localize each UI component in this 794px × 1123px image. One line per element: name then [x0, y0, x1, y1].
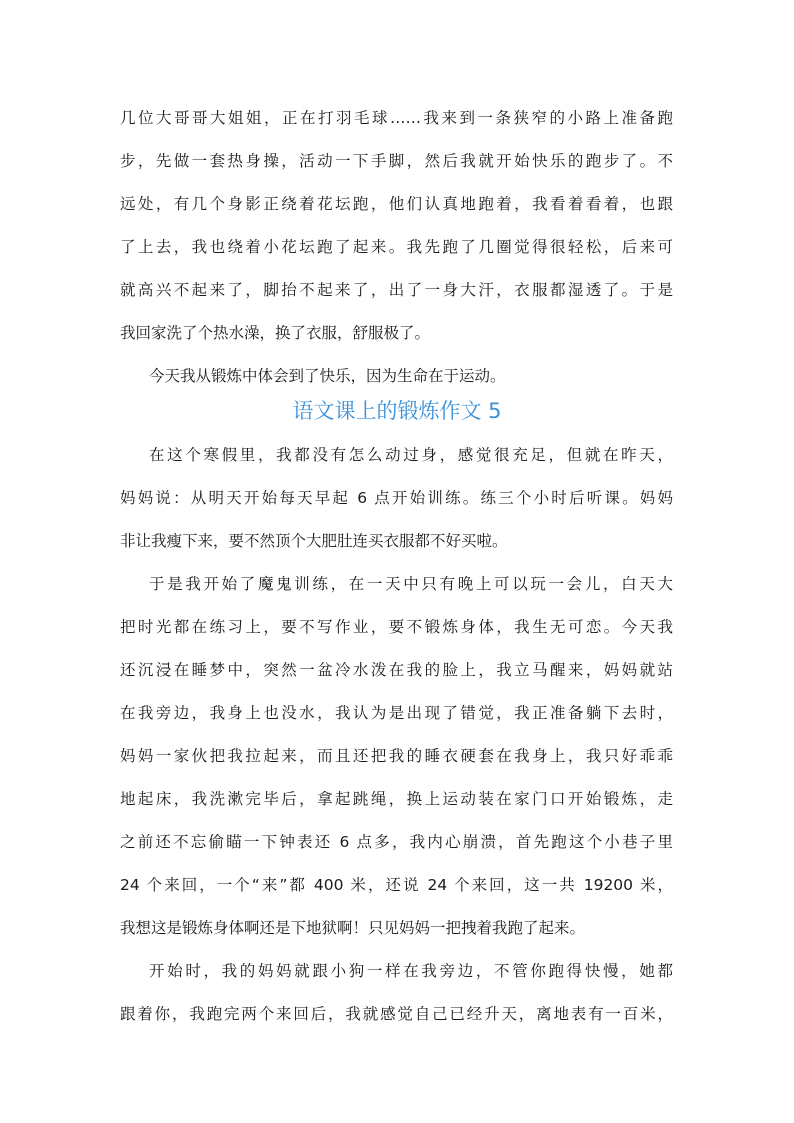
- text-line: 地起床，我洗漱完毕后，拿起跳绳，换上运动装在家门口开始锻炼，走: [120, 790, 673, 808]
- text-line: 24 个来回，一个“来”都 400 米，还说 24 个来回，这一共 19200 米，: [120, 876, 673, 894]
- text-line: 几位大哥哥大姐姐，正在打羽毛球……我来到一条狭窄的小路上准备跑: [120, 109, 673, 127]
- text-line: 远处，有几个身影正绕着花坛跑，他们认真地跑着，我看着看着，也跟: [120, 195, 673, 213]
- text-line: 在这个寒假里，我都没有怎么动过身，感觉很充足，但就在昨天，: [149, 446, 673, 464]
- text-line: 于是我开始了魔鬼训练，在一天中只有晚上可以玩一会儿，白天大: [149, 575, 673, 593]
- text-line: 步，先做一套热身操，活动一下手脚，然后我就开始快乐的跑步了。不: [120, 152, 673, 170]
- text-line: 跟着你，我跑完两个来回后，我就感觉自己已经升天，离地表有一百米，: [120, 1005, 673, 1023]
- text-line: 在我旁边，我身上也没水，我认为是出现了错觉，我正准备躺下去时，: [120, 704, 673, 722]
- section-heading: 语文课上的锻炼作文 5: [292, 399, 502, 423]
- text-line: 之前还不忘偷瞄一下钟表还 6 点多，我内心崩溃，首先跑这个小巷子里: [120, 833, 673, 851]
- text-line: 今天我从锻炼中体会到了快乐，因为生命在于运动。: [149, 367, 506, 385]
- text-line: 非让我瘦下来，要不然顶个大肥肚连买衣服都不好买啦。: [120, 532, 508, 550]
- text-line: 就高兴不起来了，脚抬不起来了，出了一身大汗，衣服都湿透了。于是: [120, 281, 673, 299]
- text-line: 把时光都在练习上，要不写作业，要不锻炼身体，我生无可恋。今天我: [120, 618, 673, 636]
- text-line: 妈妈说：从明天开始每天早起 6 点开始训练。练三个小时后听课。妈妈: [120, 489, 673, 507]
- text-line: 我想这是锻炼身体啊还是下地狱啊！只见妈妈一把拽着我跑了起来。: [120, 919, 586, 937]
- text-line: 开始时，我的妈妈就跟小狗一样在我旁边，不管你跑得快慢，她都: [149, 962, 673, 980]
- text-line: 妈妈一家伙把我拉起来，而且还把我的睡衣硬套在我身上，我只好乖乖: [120, 747, 673, 765]
- text-line: 了上去，我也绕着小花坛跑了起来。我先跑了几圈觉得很轻松，后来可: [120, 238, 673, 256]
- text-line: 我回家洗了个热水澡，换了衣服，舒服极了。: [120, 324, 431, 342]
- text-line: 还沉浸在睡梦中，突然一盆冷水泼在我的脸上，我立马醒来，妈妈就站: [120, 661, 673, 679]
